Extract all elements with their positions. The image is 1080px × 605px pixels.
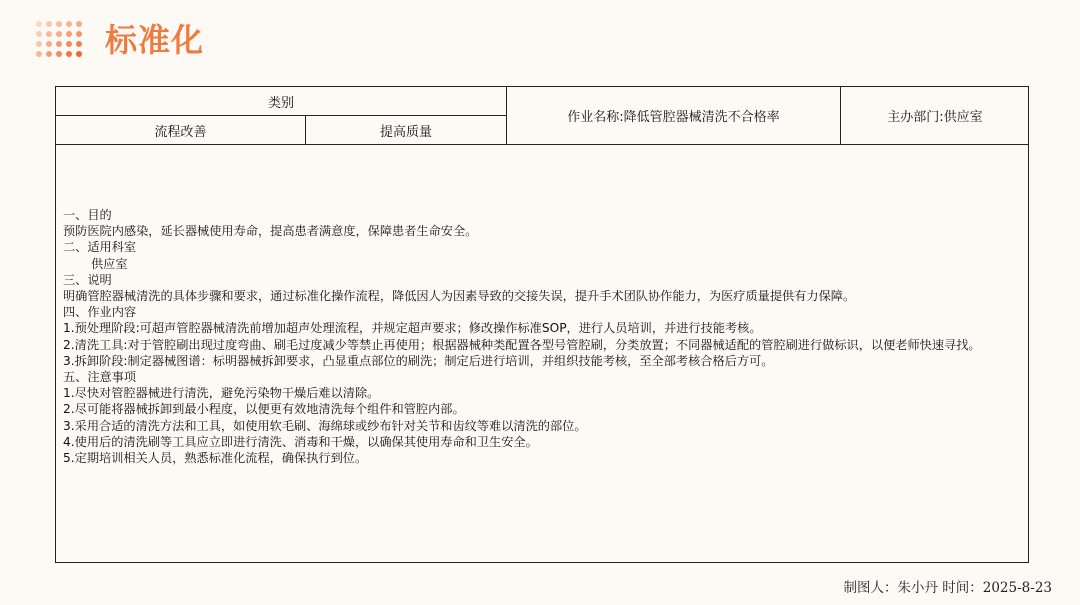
work-content-item: 2.清洗工具:对于管腔刷出现过度弯曲、刷毛过度减少等禁止再使用；根据器械种类配置各型号管腔刷，分类放置；不同器械适配的管腔刷进行做标识，以便老师快速寻找。 bbox=[63, 337, 981, 352]
notes-item: 5.定期培训相关人员，熟悉标准化流程，确保执行到位。 bbox=[63, 451, 368, 466]
notes-item: 4.使用后的清洗刷等工具应立即进行清洗、消毒和干燥，以确保其使用寿命和卫生安全。 bbox=[63, 434, 538, 449]
section-text-purpose: 预防医院内感染，延长器械使用寿命，提高患者满意度，保障患者生命安全。 bbox=[63, 224, 478, 239]
job-name: 作业名称:降低管腔器械清洗不合格率 bbox=[507, 87, 841, 144]
section-title-notes: 五、注意事项 bbox=[63, 370, 137, 385]
sop-form bbox=[55, 86, 1029, 563]
form-header bbox=[56, 87, 1028, 145]
notes-item: 3.采用合适的清洗方法和工具，如使用软毛刷、海绵球或纱布针对关节和齿纹等难以清洗的部位。 bbox=[63, 418, 587, 433]
page-title: 标准化 bbox=[105, 21, 205, 59]
section-title-purpose: 一、目的 bbox=[63, 208, 112, 222]
category-quality-improvement: 提高质量 bbox=[306, 116, 507, 144]
logo-dots-icon bbox=[36, 21, 84, 61]
section-text-department: 供应室 bbox=[91, 256, 128, 271]
section-title-work-content: 四、作业内容 bbox=[63, 305, 137, 320]
department: 主办部门:供应室 bbox=[887, 110, 983, 125]
work-content-item: 1.预处理阶段:可超声管腔器械清洗前增加超声处理流程，并规定超声要求；修改操作标准SOP，进行人员培训，并进行技能考核。 bbox=[63, 321, 762, 336]
section-text-description: 明确管腔器械清洗的具体步骤和要求，通过标准化操作流程，降低因人为因素导致的交接失误，提升手术团队协作能力，为医疗质量提供有力保障。 bbox=[63, 289, 856, 304]
notes-item: 2.尽可能将器械拆卸到最小程度，以便更有效地清洗每个组件和管腔内部。 bbox=[63, 402, 465, 417]
category-label: 类别 bbox=[56, 87, 507, 116]
notes-item: 1.尽快对管腔器械进行清洗，避免污染物干燥后难以清除。 bbox=[63, 386, 380, 401]
section-title-department: 二、适用科室 bbox=[63, 240, 137, 255]
form-body bbox=[63, 207, 1023, 466]
work-content-item: 3.拆卸阶段:制定器械图谱：标明器械拆卸要求，凸显重点部位的刷洗；制定后进行培训，并组织技能考核，至全部考核合格后方可。 bbox=[63, 353, 774, 368]
footer-author-date: 制图人：朱小丹 时间：2025-8-23 bbox=[843, 580, 1052, 596]
section-title-description: 三、说明 bbox=[63, 272, 112, 287]
category-process-improvement: 流程改善 bbox=[56, 116, 306, 144]
